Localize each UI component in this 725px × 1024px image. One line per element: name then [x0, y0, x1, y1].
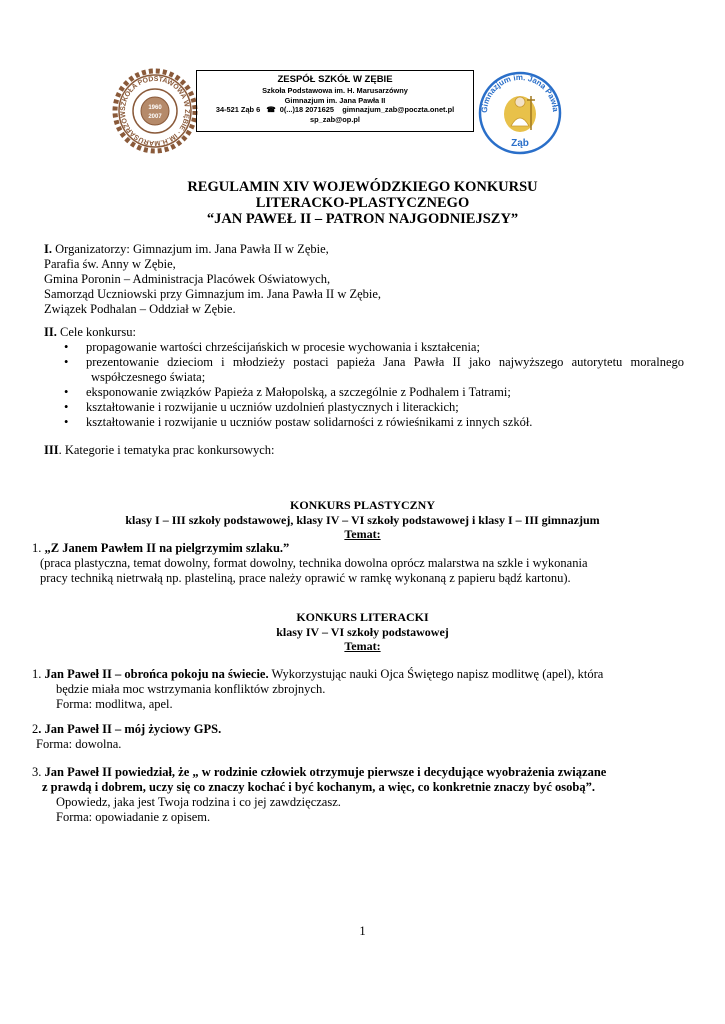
school-header-box: [196, 70, 474, 132]
header-email-primary: sp_zab@op.pl: [310, 114, 360, 124]
art-contest-heading: KONKURS PLASTYCZNY: [289, 498, 436, 512]
literary-topic-3-form: Forma: opowiadanie z opisem.: [56, 810, 211, 824]
bullet-icon: •: [64, 415, 69, 429]
bullet-icon: •: [64, 385, 69, 399]
bullet-icon: •: [64, 355, 69, 369]
title-line-2: LITERACKO-PLASTYCZNEGO: [255, 195, 470, 211]
art-contest-item: [32, 541, 672, 586]
section-number: III: [44, 443, 59, 457]
logo-right-bottom-text: Ząb: [511, 138, 529, 149]
list-item: • eksponowanie związków Papieża z Małopolską, a szczególnie z Podhalem i Tatrami;: [64, 385, 511, 399]
item-number: 2: [32, 722, 39, 736]
literary-topic-3: [32, 765, 672, 825]
art-contest-classes: klasy I – III szkoły podstawowej, klasy IV – VI szkoły podstawowej i klasy I – III gimnazjum: [125, 512, 600, 527]
header-school-primary: Szkoła Podstawowa im. H. Marusarzówny: [262, 86, 408, 95]
goals-label: Cele konkursu:: [59, 325, 137, 339]
literary-topic-1-text: Wykorzystując nauki Ojca Świętego napisz modlitwę (apel), która: [268, 667, 604, 681]
organizer-line: Gmina Poronin – Administracja Placówek Oświatowych,: [44, 272, 331, 286]
goals-list: [44, 340, 684, 430]
list-item: • prezentowanie dzieciom i młodzieży postaci papieża Jana Pawła II jako najwyższego autorytetu moralnego: [64, 355, 684, 369]
literary-contest-classes: klasy IV – VI szkoły podstawowej: [276, 624, 449, 639]
literary-topic-2-form: Forma: dowolna.: [36, 737, 122, 751]
phone-icon: ☎: [262, 105, 278, 114]
art-topic-title: „Z Janem Pawłem II na pielgrzymim szlaku.”: [44, 541, 290, 555]
organizer-line: Związek Podhalan – Oddział w Zębie.: [44, 302, 236, 316]
header-title: ZESPÓŁ SZKÓŁ W ZĘBIE: [277, 74, 393, 85]
art-topic-description: (praca plastyczna, temat dowolny, format dowolny, technika dowolna oprócz malarstwa na szkle i wykonania: [40, 556, 588, 570]
organizers-heading: [44, 242, 684, 257]
literary-topic-3-quote: Jan Paweł II powiedział, że „ w rodzinie człowiek otrzymuje pierwsze i decydujące wyobrażenia związane: [44, 765, 607, 779]
section-number: I.: [44, 242, 52, 256]
organizers-label: Organizatorzy: Gimnazjum im. Jana Pawła II w Zębie,: [55, 242, 329, 256]
organizer-line: Samorząd Uczniowski przy Gimnazjum im. Jana Pawła II w Zębie,: [44, 287, 382, 301]
bullet-icon: •: [64, 400, 69, 414]
title-line-3: “JAN PAWEŁ II – PATRON NAJGODNIEJSZY”: [206, 211, 519, 227]
literary-topic-1: [32, 667, 672, 712]
item-number: 3.: [32, 765, 45, 779]
literary-topic-1-form: Forma: modlitwa, apel.: [56, 697, 173, 711]
header-school-gymnasium: Gimnazjum im. Jana Pawła II: [284, 95, 386, 105]
literary-topic-3-quote-cont: z prawdą i dobrem, uczy się co znaczy kochać i być kochanym, a więc, co konkretnie znaczy być osobą”.: [42, 780, 595, 794]
literary-contest-header: [0, 610, 725, 654]
list-item-continuation: współczesnego świata;: [91, 370, 206, 384]
section-organizers: [44, 242, 684, 317]
logo-right-ring-text: Gimnazjum im. Jana Pawła: [479, 72, 561, 114]
literary-topic-1-title: Jan Paweł II – obrońca pokoju na świecie.: [44, 667, 269, 681]
section-goals: [44, 325, 684, 430]
item-number: 1.: [32, 541, 45, 555]
art-topic-description: pracy techniką nietrwałą np. plasteliną, prace należy oprawić w ramkę wykonaną z papieru bądź kartonu).: [40, 571, 571, 585]
logo-left-year-top: 1960: [148, 105, 162, 111]
header-contact-line: [197, 105, 473, 115]
literary-topic-3-text: Opowiedz, jaka jest Twoja rodzina i co jej zawdzięczasz.: [56, 795, 341, 809]
art-contest-header: [0, 498, 725, 542]
header-phone: 0(...)18 2071625: [279, 105, 334, 114]
literary-contest-heading: KONKURS LITERACKI: [296, 610, 429, 624]
literary-topic-2: [32, 722, 672, 752]
section-number: II.: [44, 325, 57, 339]
logo-left-year-bottom: 2007: [148, 114, 162, 120]
header-email-gymnasium: gimnazjum_zab@poczta.onet.pl: [342, 105, 455, 114]
art-contest-topic-label: Temat:: [344, 527, 381, 541]
literary-contest-topic-label: Temat:: [344, 639, 381, 653]
goals-heading: [44, 325, 684, 340]
organizer-line: Parafia św. Anny w Zębie,: [44, 257, 176, 271]
literary-topic-2-title: . Jan Paweł II – mój życiowy GPS.: [38, 722, 222, 736]
section-categories: [44, 443, 684, 458]
literary-topic-1-text-cont: będzie miała moc wstrzymania konfliktów zbrojnych.: [56, 682, 326, 696]
list-item: • propagowanie wartości chrześcijańskich w procesie wychowania i kształcenia;: [64, 340, 480, 354]
gymnasium-logo-right: [478, 70, 562, 156]
school-logo-left: [112, 66, 198, 156]
bullet-icon: •: [64, 340, 69, 354]
page-number: 1: [359, 924, 366, 938]
categories-label: . Kategorie i tematyka prac konkursowych:: [58, 443, 275, 457]
list-item: • kształtowanie i rozwijanie u uczniów uzdolnień plastycznych i literackich;: [64, 400, 459, 414]
header-address: 34-521 Ząb 6: [215, 105, 261, 114]
document-title: [0, 179, 725, 227]
item-number: 1.: [32, 667, 45, 681]
list-item: • kształtowanie i rozwijanie u uczniów postaw solidarności z rówieśnikami z innych szkół.: [64, 415, 533, 429]
title-line-1: REGULAMIN XIV WOJEWÓDZKIEGO KONKURSU: [187, 179, 538, 195]
logo-left-ring-text: SZKOŁA PODSTAWOWA W ZĘBIE · IM.H.MARUSARZÓW: [119, 75, 191, 147]
